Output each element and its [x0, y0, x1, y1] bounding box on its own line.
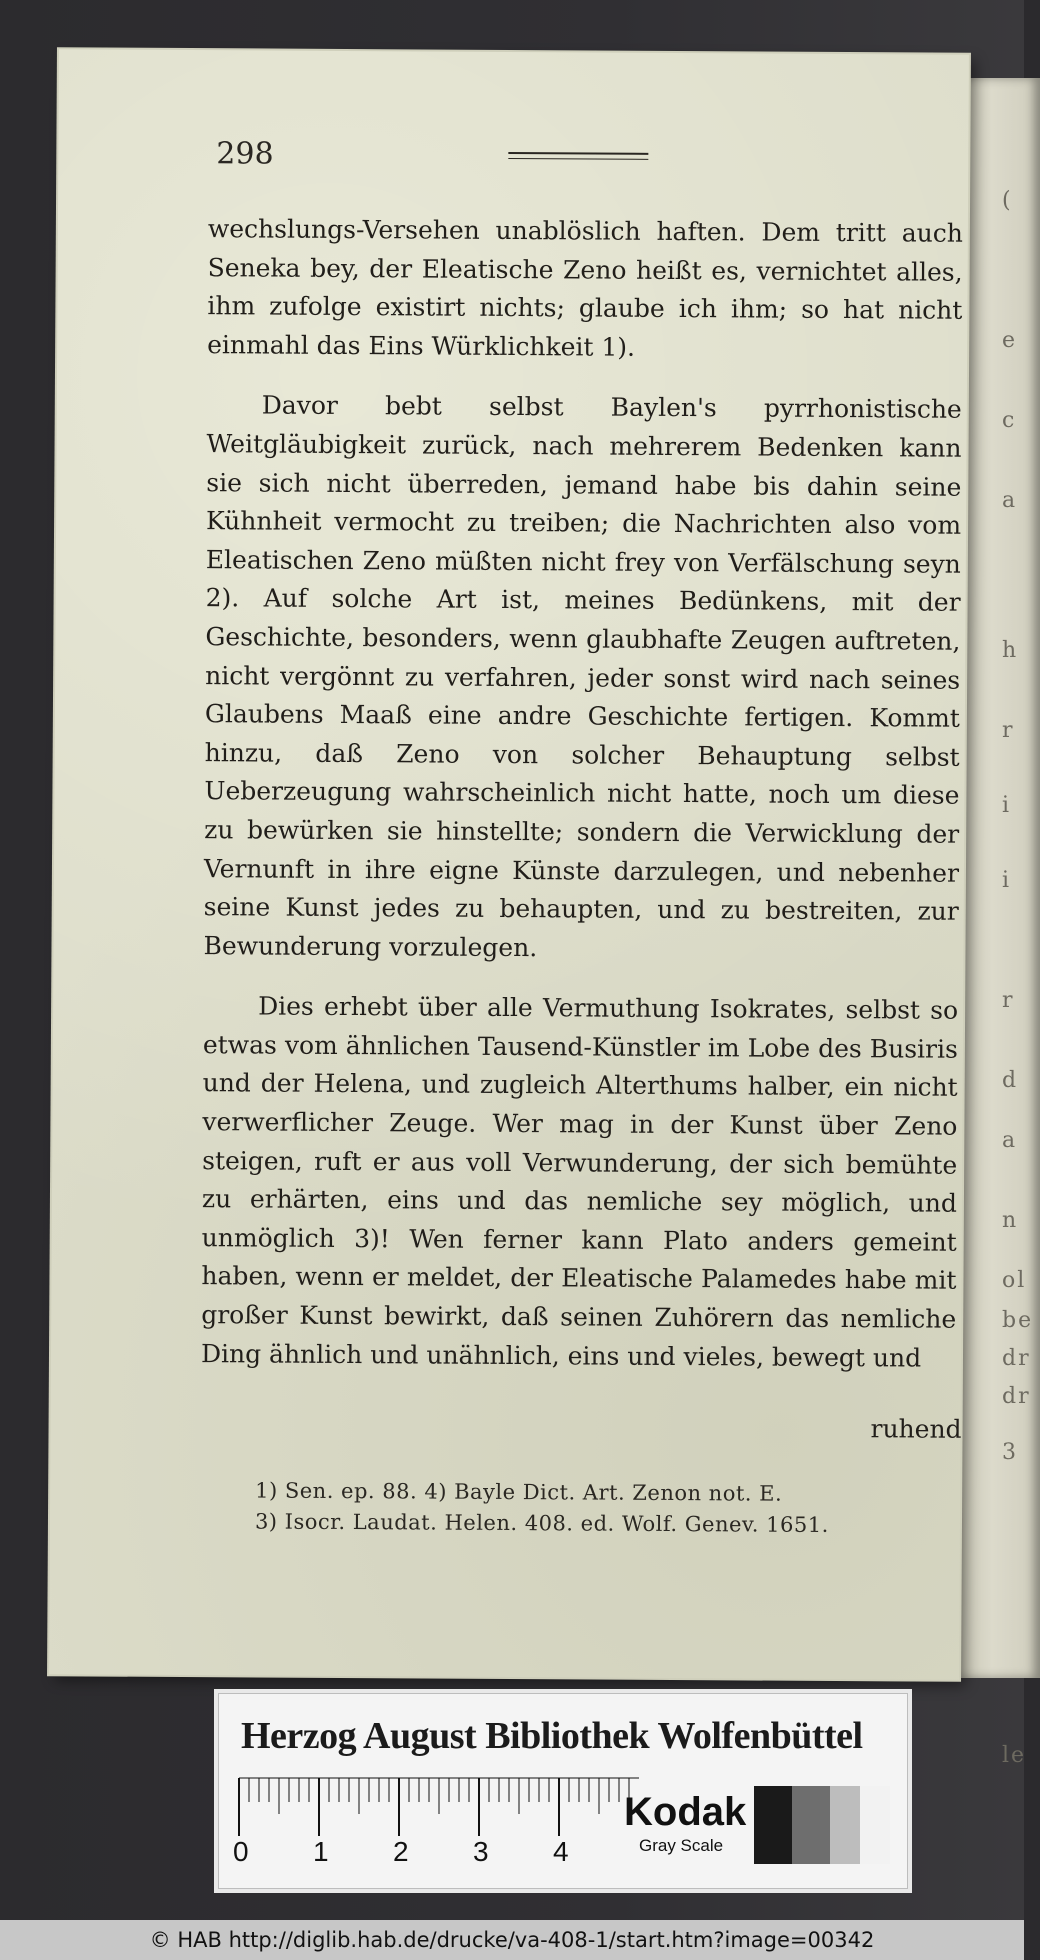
next-page-fragment: i	[1002, 868, 1012, 893]
next-page-fragment: i	[1002, 793, 1012, 818]
ruler-number: 0	[233, 1836, 249, 1867]
paragraph: Dies erhebt über alle Vermuthung Isokrates, selbst so etwas vom ähnlichen Tausend-Künstler im Lobe des Busiris und der Helena, und zugleich Alterthums halber, ein nicht verwerflicher Zeuge. Wer mag in der Kunst über Zeno steigen, ruft er aus voll Verwunderung, der sich bemühte zu erhärten, eins und das nemliche sey möglich, und unmöglich 3)! Wen ferner kann Plato anders gemeint haben, wenn er meldet, der Eleatische Palamedes habe mit großer Kunst bewirkt, daß seinen Zuhörern das nemliche Ding ähnlich und unähnlich, eins und vieles, bewegt und	[200, 991, 959, 1373]
next-page-fragment: (	[1002, 188, 1013, 213]
copyright-footer: © HAB http://diglib.hab.de/drucke/va-408-1/start.htm?image=00342	[0, 1920, 1024, 1960]
next-page-fragment: n	[1002, 1208, 1019, 1233]
footnotes	[255, 1475, 975, 1541]
next-page-fragment: le	[1002, 1743, 1027, 1768]
gray-scale-label: Gray Scale	[639, 1836, 724, 1855]
ruler-number: 4	[553, 1836, 569, 1867]
next-page-fragment: h	[1002, 638, 1019, 663]
page-number: 298	[216, 136, 274, 172]
ruler-number: 2	[393, 1836, 409, 1867]
next-page-fragment: a	[1002, 488, 1018, 513]
next-page-fragment: be	[1002, 1308, 1034, 1333]
paragraph: wechslungs-Versehen unablöslich haften. Dem tritt auch Seneka bey, der Eleatische Zeno heißt es, vernichtet alles, ihm zufolge existirt nichts; glaube ich ihm; so hat nicht einmahl das Eins Würklichkeit 1).	[207, 214, 963, 362]
next-page-fragment: r	[1002, 988, 1015, 1013]
ruler-number: 1	[313, 1836, 329, 1867]
gray-patch	[830, 1786, 860, 1864]
header-rule	[508, 152, 648, 155]
kodak-logo: Kodak	[624, 1790, 747, 1834]
library-name: Herzog August Bibliothek Wolfenbüttel	[241, 1715, 863, 1757]
gray-patch	[754, 1786, 792, 1864]
gray-patch	[860, 1786, 890, 1864]
next-page-fragment: ol	[1002, 1268, 1027, 1293]
ruler-numbers	[233, 1836, 673, 1876]
next-page-fragment: a	[1002, 1128, 1018, 1153]
next-page-fragment: c	[1002, 408, 1017, 433]
next-page-edge	[960, 78, 1040, 1768]
book-page	[49, 49, 969, 1680]
color-calibration-card	[218, 1693, 908, 1889]
footnote-line: 3) Isocr. Laudat. Helen. 408. ed. Wolf. Genev. 1651.	[254, 1509, 829, 1537]
body-text	[201, 210, 963, 1400]
ruler-number: 3	[473, 1836, 489, 1867]
next-page-fragment: e	[1002, 328, 1018, 353]
footnote-line: 1) Sen. ep. 88. 4) Bayle Dict. Art. Zenon not. E.	[255, 1478, 783, 1506]
paragraph: Davor bebt selbst Baylen's pyrrhonistische Weitgläubigkeit zurück, nach mehrerem Bedenken kann sie sich nicht überreden, jemand habe bis dahin seine Kühnheit vermocht zu treiben; die Nachrichten also vom Eleatischen Zeno müßten nicht frey von Verfälschung seyn 2). Auf solche Art ist, meines Bedünkens, mit der Geschichte, besonders, wenn glaubhafte Zeugen auftreten, nicht vergönnt zu verfahren, jeder sonst wird nach seines Glaubens Maaß eine andre Geschichte fertigen. Kommt hinzu, daß Zeno von solcher Behauptung selbst Ueberzeugung wahrscheinlich nicht hatte, noch um diese zu bewürken sie hinstellte; sondern die Verwicklung der Vernunft in ihre eigne Künste darzulegen, und nebenher seine Kunst jedes zu behaupten, und zu bestreiten, zur Bewunderung vorzulegen.	[203, 390, 962, 962]
next-page-fragment: 3	[1002, 1440, 1018, 1465]
next-page-fragment: d	[1002, 1068, 1019, 1093]
next-page-fragment: dr	[1002, 1346, 1031, 1371]
catchword: ruhend	[870, 1414, 962, 1444]
gray-patch	[792, 1786, 830, 1864]
measuring-ruler	[239, 1774, 639, 1844]
next-page-fragment: dr	[1002, 1384, 1031, 1409]
next-page-fragment: r	[1002, 718, 1015, 743]
